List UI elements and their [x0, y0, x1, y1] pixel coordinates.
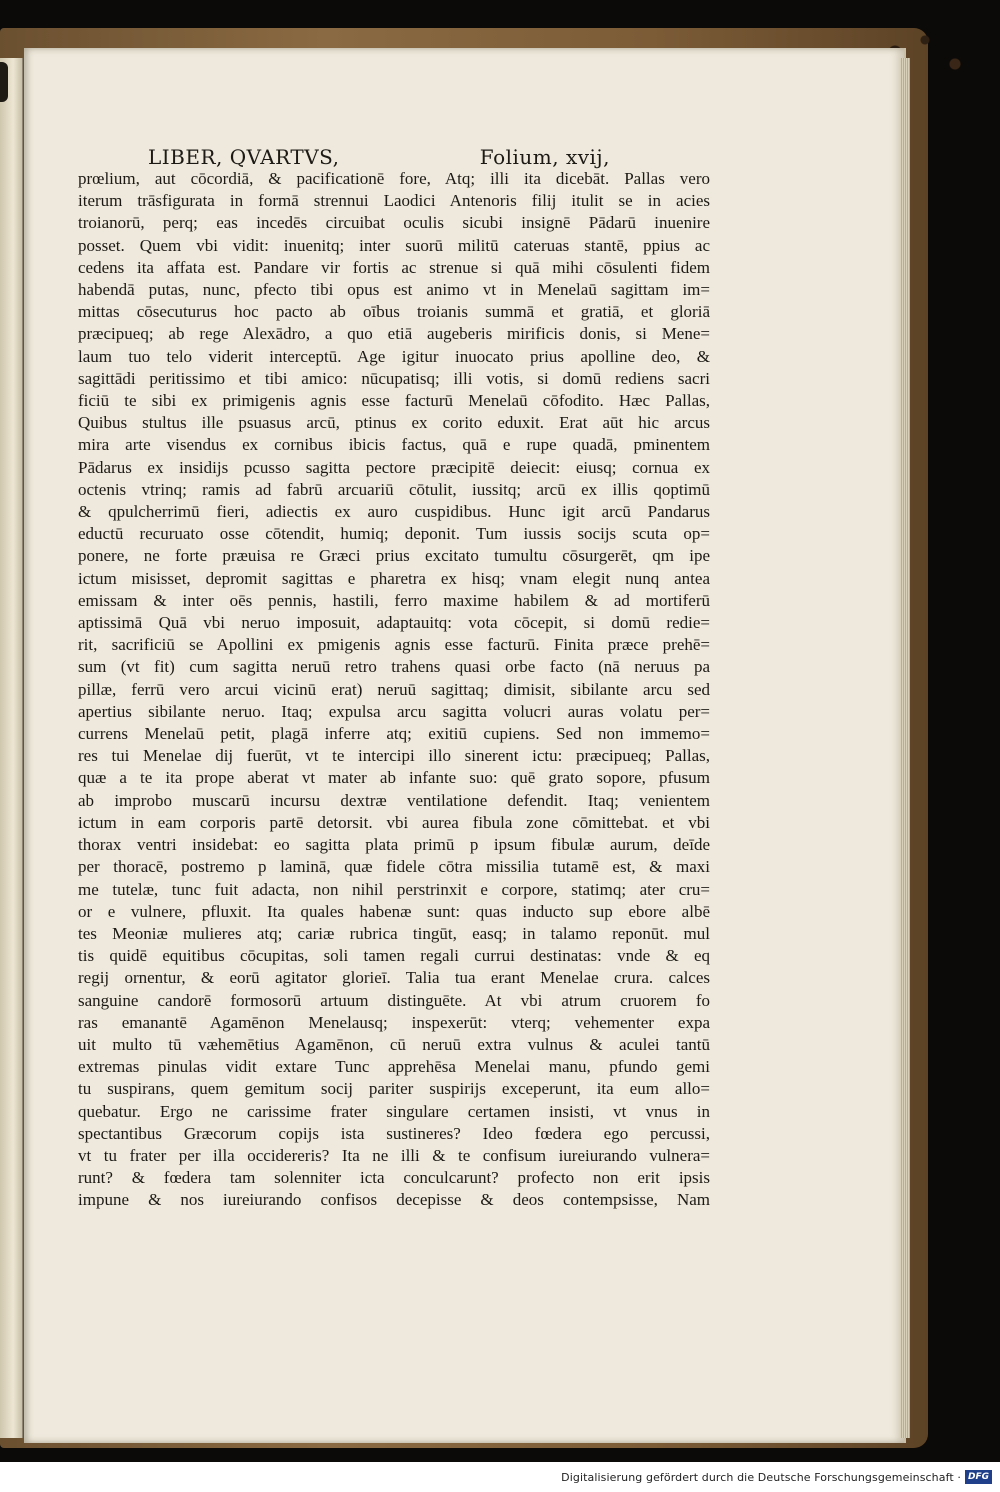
- left-page-edge: [0, 58, 23, 1438]
- text-line: or e vulnere, pfluxit. Ita quales habenæ sunt: quas inducto sup ebore albē: [78, 901, 710, 921]
- text-line: mira arte visendus ex cornibus ibicis factus, quā e rupe quadā, pminentem: [78, 435, 710, 455]
- text-line: tis quidē equitibus cōcupitas, soli tamen regali currui destinatas: vnde & eq: [78, 946, 710, 966]
- text-line: Quibus stultus ille psuasus arcū, ptinus ex corito eduxit. Erat aūt hic arcus: [78, 413, 710, 433]
- text-line: laum tuo telo viderit interceptū. Age igitur inuocato prius apolline deo, &: [78, 346, 710, 366]
- text-line: tu suspirans, quem gemitum socij pariter suspirijs exceperunt, ita eum allo=: [78, 1079, 710, 1099]
- text-line: aptissimā Quā vbi neruo imposuit, adaptauitq: vota cōcepit, si domū redie=: [78, 613, 710, 633]
- text-line: uit multo tū væhemētius Agamēnon, cū neruū extra vulnus & aculei tantū: [78, 1034, 710, 1054]
- text-line: Pādarus ex insidijs pcusso sagitta pectore præcipitē deiecit: eiusq; cornua ex: [78, 457, 710, 477]
- folio-number: Folium, xvij,: [479, 145, 610, 169]
- text-line: prœlium, aut cōcordiā, & pacificationē fore, Atq; illi ita dicebāt. Pallas vero: [78, 169, 710, 188]
- text-line: sagittādi peritissimo et tibi amico: nūcupatisq; illi votis, si domū rediens sacri: [78, 368, 710, 388]
- text-line: tes Meoniæ mulieres atq; cariæ rubrica tingūt, easq; in talamo reponūt. mul: [78, 923, 710, 943]
- text-line: runt? & fœdera tam solenniter icta conculcarunt? profecto non erit ipsis: [78, 1168, 710, 1188]
- text-line: rit, sacrificiū se Apollini ex pmigenis agnis esse facturū. Finita præce prehē=: [78, 635, 710, 655]
- text-line: me tutelæ, tunc fuit adacta, non nihil perstrinxit e corpore, statimq; ater cru=: [78, 879, 710, 899]
- text-line: currens Menelaū petit, plagā inferre atq; exitiū cupiens. Sed non immemo=: [78, 724, 710, 744]
- text-line: pillæ, ferrū vero arcui vicinū erat) neruū sagittaq; dimisit, sibilante arcu sed: [78, 679, 710, 699]
- text-line: emissam & inter oēs pennis, hastili, ferro maxime habilem & ad mortiferū: [78, 590, 710, 610]
- text-line: sum (vt fit) cum sagitta neruū retro trahens quasi orbe facto (nā neruus pa: [78, 657, 710, 677]
- funding-credit: Digitalisierung gefördert durch die Deutsche Forschungsgemeinschaft ·: [561, 1470, 961, 1484]
- text-line: spectantibus Græcorum copijs ista sustineres? Ideo fœdera ego percussi,: [78, 1123, 710, 1143]
- text-line: thorax ventri insidebat: eo sagitta plata primū p ipsum fibulæ aurum, deīde: [78, 835, 710, 855]
- text-line: apertius sibilante neruo. Itaq; expulsa arcu sagitta volucri auras volatu per=: [78, 701, 710, 721]
- body-text: [78, 168, 710, 1212]
- text-line: cedens ita affata est. Pandare vir fortis ac strenue si quā mihi cōsulenti fidem: [78, 257, 710, 277]
- left-clasp-shadow: [0, 62, 8, 102]
- text-line: troianorū, perq; eas incedēs circuibat oculis sicubi insignē Pādarū inuenire: [78, 213, 710, 233]
- text-line: sanguine candorē formosorū artuum distinguēte. At vbi atrum cruorem fo: [78, 990, 710, 1010]
- text-line: res tui Menelae dij fuerūt, vt te intercipi illo sinerent ictu: præcipueq; Pallas,: [78, 746, 710, 766]
- text-line: eductū recuruato osse cōtendit, humiq; deponit. Tum iussis socijs scuta op=: [78, 524, 710, 544]
- text-line: posset. Quem vbi vidit: inuenitq; inter suorū militū cateruas stantē, ppius ac: [78, 235, 710, 255]
- text-line: mittas cōsecuturus hoc pacto ab oībus troianis summā et gratiā, et gloriā: [78, 302, 710, 322]
- text-line: habendā putas, nunc, pfecto tibi opus est animo vt in Menelaū sagittam im=: [78, 280, 710, 300]
- text-line: octenis vtrinq; ramis ad fabrū arcuariū cōtulit, iussitq; arcū ex illis qoptimū: [78, 479, 710, 499]
- text-line: per thoracē, postremo p laminā, quæ fidele cōtra missilia tutamē est, & maxi: [78, 857, 710, 877]
- text-line: quæ a te ita prope aberat vt mater ab infante suo: quē grato sopore, pfusum: [78, 768, 710, 788]
- text-line: ponere, ne forte præuisa re Græci prius excitato tumultu cōsurgerēt, qm ipe: [78, 546, 710, 566]
- text-line: & qpulcherrimū fieri, adiectis ex auro cuspidibus. Hunc igit arcū Pandarus: [78, 502, 710, 522]
- text-line: ficiū te sibi ex primigenis agnis esse facturū Menelaū cōfodito. Hæc Pallas,: [78, 391, 710, 411]
- dfg-logo: DFG: [965, 1470, 992, 1484]
- text-line: quebatur. Ergo ne carissime frater singulare certamen insisti, vt vnus in: [78, 1101, 710, 1121]
- page-text-block: [78, 146, 710, 1212]
- text-line: ab improbo muscarū incursu dextræ ventilatione defendit. Itaq; venientem: [78, 790, 710, 810]
- text-line: præcipueq; ab rege Alexādro, a quo etiā augeberis mirificis donis, si Mene=: [78, 324, 710, 344]
- text-line: impune & nos iureiurando confisos decepisse & deos contempsisse, Nam: [78, 1190, 710, 1210]
- text-line: regij ornentur, & eorū agitator glorieī. Talia tua erant Menelae crura. calces: [78, 968, 710, 988]
- text-line: iterum trāsfigurata in formā strennui Laodici Antenoris filij itulit se in acies: [78, 191, 710, 211]
- footer-bar: [0, 1462, 1000, 1492]
- text-line: vt tu frater per illa occidereris? Ita ne illi & te confisum iureiurando vulnera=: [78, 1145, 710, 1165]
- text-line: ictum in eam corporis partē detorsit. vbi aurea fibula zone cōmittebat. et vbi: [78, 812, 710, 832]
- text-line: ras emanantē Agamēnon Menelausq; inspexerūt: vterq; vehementer expa: [78, 1012, 710, 1032]
- running-head-left: LIBER, QVARTVS,: [148, 145, 340, 169]
- page-stack-edge: [900, 58, 910, 1438]
- running-head: [78, 146, 710, 168]
- text-line: extremas pinulas vidit extare Tunc apprehēsa Menelai manu, pfundo gemi: [78, 1057, 710, 1077]
- text-line: ictum misisset, depromit sagittas e pharetra ex hisq; vnam elegit nunq antea: [78, 568, 710, 588]
